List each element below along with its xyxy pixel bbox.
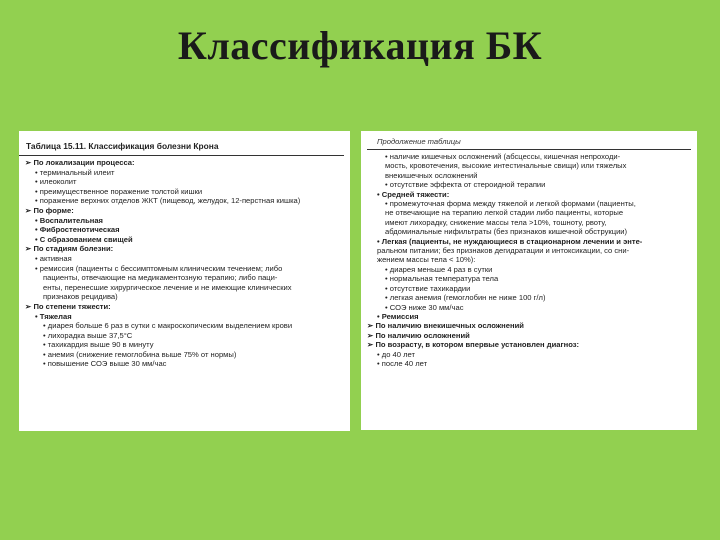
text-line: ➢ По форме: (25, 205, 74, 215)
text-line: • Легкая (пациенты, не нуждающиеся в стационарном лечении и энте- (377, 236, 643, 246)
text-line: мость, кровотечения, высокие интестинальные свищи) или тяжелых (385, 161, 627, 171)
text-line: • наличие кишечных осложнений (абсцессы, кишечная непроходи- (385, 152, 621, 161)
right-lines (361, 150, 697, 368)
text-line: • поражение верхних отделов ЖКТ (пищевод, желудок, 12-перстная кишка) (35, 196, 301, 206)
table-title: Таблица 15.11. Классификация болезни Крона (19, 131, 344, 156)
text-line: • нормальная температура тела (385, 274, 499, 284)
text-line: • тахикардия выше 90 в минуту (43, 340, 154, 350)
text-line: • Тяжелая (35, 311, 72, 321)
text-line: ➢ По степени тяжести: (25, 301, 111, 311)
slide-title: Классификация БК (177, 23, 543, 68)
text-line: признаков рецидива) (43, 292, 118, 302)
text-line: ➢ По локализации процесса: (25, 158, 135, 167)
text-line: енты, перенесшие хирургическое лечение и не имеющие клинических (43, 282, 292, 292)
text-line: • активная (35, 253, 72, 263)
text-line: • диарея меньше 4 раз в сутки (385, 264, 493, 274)
text-line: пациенты, отвечающие на медикаментозную терапию; либо паци- (43, 273, 278, 283)
text-line: • Средней тяжести: (377, 189, 450, 199)
text-line: ➢ По возрасту, в котором впервые установлен диагноз: (367, 340, 580, 350)
text-line: • Фибростенотическая (35, 225, 120, 235)
left-lines (19, 156, 350, 369)
text-line: • легкая анемия (гемоглобин не ниже 100 г/л) (385, 293, 546, 303)
text-line: • отсутствие эффекта от стероидной терапии (385, 180, 546, 190)
text-line: • преимущественное поражение толстой кишки (35, 186, 203, 196)
continuation-label: Продолжение таблицы (377, 137, 461, 146)
text-line: • повышение СОЭ выше 30 мм/час (43, 359, 167, 369)
text-line: ➢ По наличию осложнений (367, 330, 470, 340)
text-line: • отсутствие тахикардии (385, 283, 471, 293)
text-line: • терминальный илеит (35, 167, 115, 177)
text-line: внекишечных осложнений (385, 170, 478, 180)
text-line: имеют лихорадку, снижение массы тела >10%, тошноту, рвоту, (385, 217, 607, 227)
text-line: абдоминальные нифильтраты (без признаков кишечной обструкции) (385, 227, 628, 237)
text-line: ➢ По стадиям болезни: (25, 244, 114, 254)
text-line: ➢ По наличию внекишечных осложнений (367, 321, 524, 331)
text-line: • Воспалительная (35, 215, 103, 225)
text-line: жением массы тела < 10%): (377, 255, 476, 265)
text-line: • промежуточная форма между тяжелой и легкой формами (пациенты, (385, 199, 636, 209)
text-line: • ремиссия (пациенты с бессимптомным клиническим течением; либо (35, 263, 283, 273)
text-line: • илеоколит (35, 177, 77, 187)
text-line: • СОЭ ниже 30 мм/час (385, 302, 464, 312)
text-line: • диарея больше 6 раз в сутки с макроскопическим выделением крови (43, 321, 293, 331)
text-line: не отвечающие на терапию легкой стадии либо пациенты, которые (385, 208, 624, 218)
text-line: • анемия (снижение гемоглобина выше 75% от нормы) (43, 349, 237, 359)
text-line: • С образованием свищей (35, 234, 133, 244)
text-line: • Ремиссия (377, 311, 419, 321)
text-line: • лихорадка выше 37,5°С (43, 330, 133, 340)
table-image-right (361, 131, 697, 430)
text-line: • после 40 лет (377, 358, 428, 368)
table-image-left (19, 131, 350, 431)
text-line: • до 40 лет (377, 349, 415, 359)
text-line: ральном питании; без признаков дегидратации и интоксикации, со сни- (377, 246, 630, 256)
